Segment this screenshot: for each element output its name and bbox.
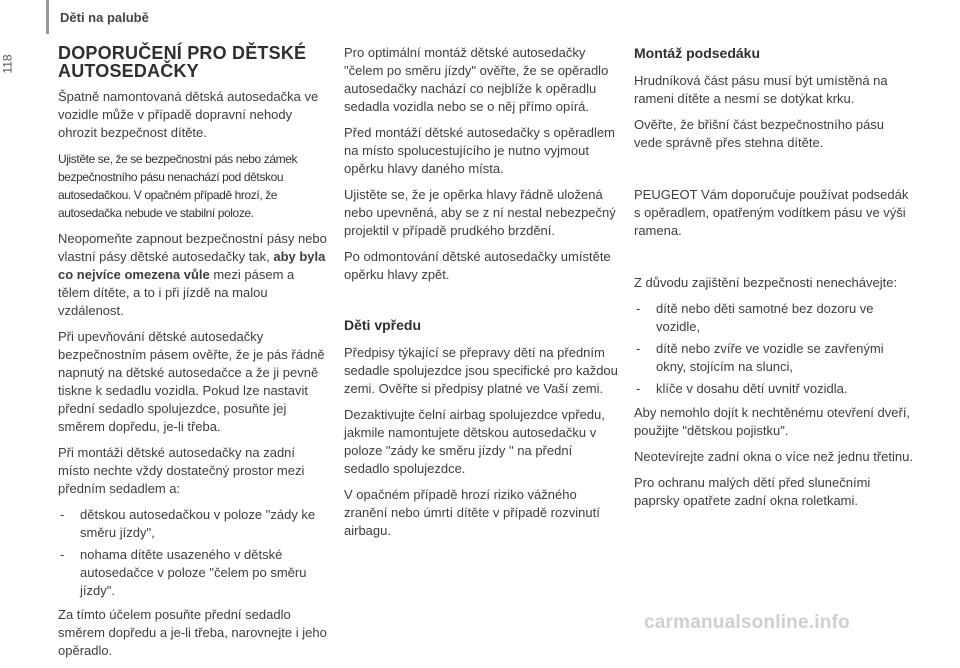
section-heading: Děti vpředu xyxy=(344,317,422,333)
text-run: mezi pásem a tělem dítěte, a to i při jízdě na malou vzdálenost. xyxy=(58,267,295,318)
list-item: - klíče v dosahu dětí uvnitř vozidla. xyxy=(634,380,914,398)
paragraph: Z důvodu zajištění bezpečnosti nenechávejte: xyxy=(634,275,898,290)
list-item: - dětskou autosedačkou v poloze "zády ke směru jízdy", xyxy=(58,506,328,542)
list-item: - dítě nebo zvíře ve vozidle se zavřenými okny, stojícím na slunci, xyxy=(634,340,914,376)
paragraph: Před montáží dětské autosedačky s opěradlem na místo spolucestujícího je nutno vyjmout opěrku hlavy daného místa. xyxy=(344,125,615,176)
emphasis-text: aby byla co nejvíce omezena vůle xyxy=(58,249,326,282)
paragraph: Ověřte, že břišní část bezpečnostního pásu vede správně přes stehna dítěte. xyxy=(634,117,885,150)
section-heading: Montáž podsedáku xyxy=(634,45,761,61)
paragraph: Po odmontování dětské autosedačky umístěte opěrku hlavy zpět. xyxy=(344,249,611,282)
page-number: 118 xyxy=(0,54,15,74)
warning-note: Ujistěte se, že se bezpečnostní pás nebo zámek bezpečnostního pásu nenachází pod dětskou autosedačkou. V opačném případě hrozí, že autosedačka nebude ve stabilní poloze. xyxy=(58,152,298,220)
dash-list xyxy=(634,300,914,398)
paragraph: Ujistěte se, že je opěrka hlavy řádně uložená nebo upevněná, aby se z ní nestal nebezpečný projektil v případě prudkého brzdění. xyxy=(344,187,616,238)
section-header: Děti na palubě xyxy=(60,10,149,25)
paragraph: Předpisy týkající se přepravy dětí na předním sedadle spolujezdce jsou specifické pro každou zemi. Ověřte si předpisy platné ve Vaší zemi. xyxy=(344,345,618,396)
list-item: - nohama dítěte usazeného v dětské autosedačce v poloze "čelem po směru jízdy". xyxy=(58,546,328,600)
paragraph: Při montáži dětské autosedačky na zadní místo nechte vždy dostatečný prostor mezi předním sedadlem a: xyxy=(58,445,305,496)
column-1 xyxy=(58,44,328,668)
page-title: DOPORUČENÍ PRO DĚTSKÉ AUTOSEDAČKY xyxy=(58,43,307,81)
paragraph: PEUGEOT Vám doporučuje používat podsedák s opěradlem, opatřeným vodítkem pásu ve výši ramena. xyxy=(634,187,909,238)
dash-list xyxy=(58,506,328,600)
paragraph: Hrudníková část pásu musí být umístěná na rameni dítěte a nesmí se dotýkat krku. xyxy=(634,73,888,106)
paragraph: Za tímto účelem posuňte přední sedadlo směrem dopředu a je-li třeba, narovnejte i jeho opěradlo. xyxy=(58,607,327,658)
column-3 xyxy=(634,44,914,518)
paragraph: Při upevňování dětské autosedačky bezpečnostním pásem ověřte, že je pás řádně napnutý na dětské autosedačce a že ji pevně tiskne k sedadlu vozidla. Pokud lze nastavit přední sedadlo spolujezdce, posuňte jej směrem dopředu, je-li třeba. xyxy=(58,329,325,434)
paragraph: V opačném případě hrozí riziko vážného zranění nebo úmrtí dítěte v případě rozvinutí airbagu. xyxy=(344,487,600,538)
paragraph: Dezaktivujte čelní airbag spolujezdce vpředu, jakmile namontujete dětskou autosedačku v poloze "zády ke směru jízdy " na přední sedadlo spolujezdce. xyxy=(344,407,605,476)
paragraph: Neotevírejte zadní okna o více než jednu třetinu. xyxy=(634,449,913,464)
header-accent-bar xyxy=(46,0,49,34)
column-2 xyxy=(344,44,620,548)
paragraph xyxy=(58,230,328,320)
paragraph: Pro ochranu malých dětí před slunečními paprsky opatřete zadní okna roletkami. xyxy=(634,475,871,508)
paragraph: Špatně namontovaná dětská autosedačka ve vozidle může v případě dopravní nehody ohrozit bezpečnost dítěte. xyxy=(58,89,319,140)
watermark: carmanualsonline.info xyxy=(644,612,850,633)
paragraph: Pro optimální montáž dětské autosedačky "čelem po směru jízdy" ověřte, že se opěradlo autosedačky nachází co nejblíže k opěradlu sedadla vozidla nebo se o něj přímo opírá. xyxy=(344,45,609,114)
list-item: - dítě nebo děti samotné bez dozoru ve vozidle, xyxy=(634,300,914,336)
text-run: Neopomeňte zapnout bezpečnostní pásy nebo vlastní pásy dětské autosedačky tak, xyxy=(58,231,327,264)
paragraph: Aby nemohlo dojít k nechtěnému otevření dveří, použijte "dětskou pojistku". xyxy=(634,405,911,438)
